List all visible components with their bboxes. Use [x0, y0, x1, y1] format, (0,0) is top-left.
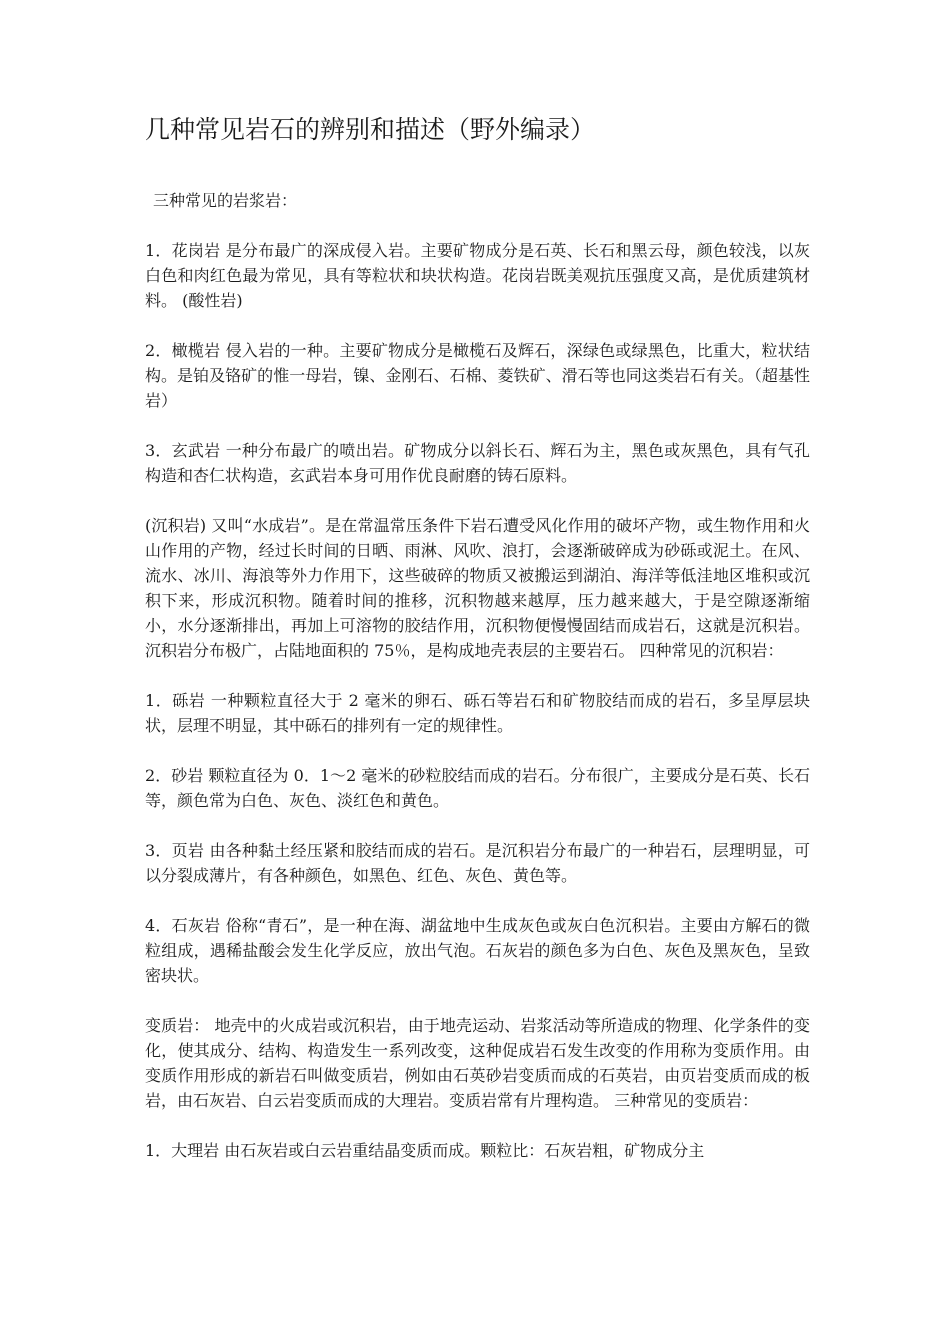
- paragraph-marble: 1．大理岩 由石灰岩或白云岩重结晶变质而成。颗粒比：石灰岩粗，矿物成分主: [145, 1141, 705, 1160]
- paragraph-metamorphic: 变质岩： 地壳中的火成岩或沉积岩，由于地壳运动、岩浆活动等所造成的物理、化学条件的变化，使其成分、结构、构造发生一系列改变，这种促成岩石发生改变的作用称为变质作用。由变质作用形成的新岩石叫做变质岩，例如由石英砂岩变质而成的石英岩，由页岩变质而成的板岩，由石灰岩、白云岩变质而成的大理岩。变质岩常有片理构造。 三种常见的变质岩：: [145, 1016, 810, 1110]
- paragraph-igneous-intro: 三种常见的岩浆岩：: [153, 191, 298, 210]
- paragraph-granite: 1．花岗岩 是分布最广的深成侵入岩。主要矿物成分是石英、长石和黑云母，颜色较浅，以灰白色和肉红色最为常见，具有等粒状和块状构造。花岗岩既美观抗压强度又高，是优质建筑材料。 (酸性岩): [145, 241, 810, 310]
- paragraph-conglomerate: 1．砾岩 一种颗粒直径大于 2 毫米的卵石、砾石等岩石和矿物胶结而成的岩石，多呈厚层块状，层理不明显，其中砾石的排列有一定的规律性。: [145, 691, 810, 735]
- paragraph-basalt: 3．玄武岩 一种分布最广的喷出岩。矿物成分以斜长石、辉石为主，黑色或灰黑色，具有气孔构造和杏仁状构造，玄武岩本身可用作优良耐磨的铸石原料。: [145, 441, 810, 485]
- paragraph-shale: 3．页岩 由各种黏土经压紧和胶结而成的岩石。是沉积岩分布最广的一种岩石，层理明显，可以分裂成薄片，有各种颜色，如黑色、红色、灰色、黄色等。: [145, 841, 810, 885]
- document-title: 几种常见岩石的辨别和描述（野外编录）: [145, 115, 596, 144]
- paragraph-sedimentary: (沉积岩) 又叫“水成岩”。是在常温常压条件下岩石遭受风化作用的破坏产物，或生物作用和火山作用的产物，经过长时间的日晒、雨淋、风吹、浪打，会逐渐破碎成为砂砾或泥土。在风、流水、冰川、海浪等外力作用下，这些破碎的物质又被搬运到湖泊、海洋等低洼地区堆积或沉积下来，形成沉积物。随着时间的推移，沉积物越来越厚，压力越来越大，于是空隙逐渐缩小，水分逐渐排出，再加上可溶物的胶结作用，沉积物便慢慢固结而成岩石，这就是沉积岩。沉积岩分布极广，占陆地面积的 75％，是构成地壳表层的主要岩石。 四种常见的沉积岩：: [145, 516, 810, 660]
- paragraph-limestone: 4．石灰岩 俗称“青石”，是一种在海、湖盆地中生成灰色或灰白色沉积岩。主要由方解石的微粒组成，遇稀盐酸会发生化学反应，放出气泡。石灰岩的颜色多为白色、灰色及黑灰色，呈致密块状。: [145, 916, 810, 985]
- paragraph-sandstone: 2．砂岩 颗粒直径为 0．1～2 毫米的砂粒胶结而成的岩石。分布很广，主要成分是石英、长石等，颜色常为白色、灰色、淡红色和黄色。: [145, 766, 810, 810]
- document-body: [145, 188, 810, 1188]
- paragraph-peridotite: 2．橄榄岩 侵入岩的一种。主要矿物成分是橄榄石及辉石，深绿色或绿黑色，比重大，粒状结构。是铂及铬矿的惟一母岩，镍、金刚石、石棉、菱铁矿、滑石等也同这类岩石有关。（超基性岩）: [145, 341, 810, 410]
